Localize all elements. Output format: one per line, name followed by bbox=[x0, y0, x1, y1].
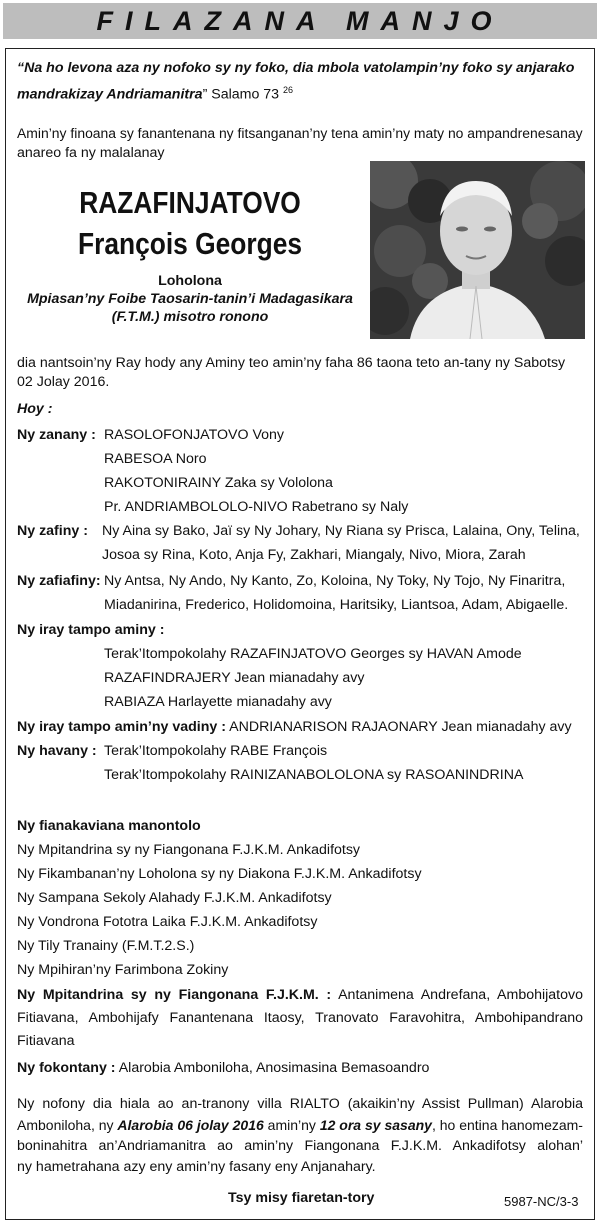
deceased-portrait-photo bbox=[370, 161, 585, 339]
iray-tampo-item: RABIAZA Harlayette mianadahy avy bbox=[104, 694, 332, 710]
iray-tampo-item: Terak’Itompokolahy RAZAFINJATOVO Georges sy HAVAN Amode bbox=[104, 646, 522, 662]
footer-ref: 5987-NC/3-3 bbox=[504, 1194, 579, 1209]
iray-tampo-label: Ny iray tampo aminy : bbox=[17, 622, 165, 638]
hoy-label: Hoy : bbox=[17, 401, 53, 417]
zanany-item: RASOLOFONJATOVO Vony bbox=[104, 427, 285, 443]
portrait-illustration bbox=[370, 161, 585, 339]
quote-line-2: mandrakizay Andriamanitra” Salamo 73 $^{26}$ bbox=[17, 85, 294, 103]
zanany-item: Pr. ANDRIAMBOLOLO-NIVO Rabetrano sy Naly bbox=[104, 499, 409, 515]
havany-item: Terak’Itompokolahy RABE François bbox=[104, 743, 328, 759]
deceased-title: Loholona bbox=[158, 273, 222, 289]
fianakaviana-item: Ny Mpitandrina sy ny Fiangonana F.J.K.M. Ankadifotsy bbox=[17, 842, 361, 858]
header-banner bbox=[3, 3, 597, 39]
fianakaviana-item: Ny Vondrona Fototra Laika F.J.K.M. Ankadifotsy bbox=[17, 914, 318, 930]
mpitandrina-line-1: Ny Mpitandrina sy ny Fiangonana F.J.K.M. : Antanimena Andrefana, Ambohijatovo bbox=[17, 987, 584, 1003]
fianakaviana-item: Ny Mpihiran’ny Farimbona Zokiny bbox=[17, 962, 229, 978]
funeral-line-1: Ny nofony dia hiala ao an-tranony villa RIALTO (akaikin’ny Assist Pullman) Alarobia bbox=[17, 1096, 583, 1112]
zafiafiny-label: Ny zafiafiny: bbox=[17, 573, 101, 589]
death-line-1: dia nantsoin’ny Ray hody any Aminy teo amin’ny faha 86 taona teto an-tany ny Sabotsy bbox=[17, 355, 566, 371]
zafiafiny-line-1: Ny Antsa, Ny Ando, Ny Kanto, Zo, Koloina, Ny Toky, Ny Tojo, Ny Finaritra, bbox=[104, 573, 566, 589]
zafiafiny-line-2: Miadanirina, Frederico, Holidomoina, Haritsiky, Liantsoa, Adam, Abigaelle. bbox=[104, 597, 569, 613]
deceased-role-line-2: (F.T.M.) misotro ronono bbox=[111, 309, 269, 325]
mpitandrina-line-3: Fitiavana bbox=[17, 1033, 75, 1049]
funeral-line-4: ny hametrahana azy eny amin’ny fasany eny Anjanahary. bbox=[17, 1159, 376, 1175]
funeral-line-3: boninahitra an’Andriamanitra ao amin’ny Fiangonana F.J.K.M. Ankadifotsy alohan’ bbox=[17, 1138, 583, 1154]
fianakaviana-item: Ny Sampana Sekoly Alahady F.J.K.M. Ankadifotsy bbox=[17, 890, 332, 906]
deceased-given-name: François Georges bbox=[77, 226, 303, 261]
death-line-2: 02 Jolay 2016. bbox=[17, 374, 110, 390]
mpitandrina-line-2: Fitiavana, Ambohijafy Fanantenana Itaosy, Tranovato Faravohitra, Ambohipandrano bbox=[17, 1010, 583, 1026]
deceased-role-line-1: Mpiasan’ny Foibe Taosarin-tanin’i Madagasikara bbox=[27, 291, 353, 307]
fokontany-row: Ny fokontany : Alarobia Amboniloha, Anosimasina Bemasoandro bbox=[17, 1060, 430, 1076]
footer-note: Tsy misy fiaretan-tory bbox=[228, 1190, 375, 1206]
deceased-surname: RAZAFINJATOVO bbox=[79, 185, 301, 220]
fianakaviana-item: Ny Tily Tranainy (F.M.T.2.S.) bbox=[17, 938, 195, 954]
fianakaviana-heading: Ny fianakaviana manontolo bbox=[17, 818, 201, 834]
fianakaviana-item: Ny Fikambanan’ny Loholona sy ny Diakona F.J.K.M. Ankadifotsy bbox=[17, 866, 422, 882]
zanany-label: Ny zanany : bbox=[17, 427, 96, 443]
havany-item: Terak’Itompokolahy RAINIZANABOLOLONA sy RASOANINDRINA bbox=[104, 767, 524, 783]
zanany-item: RABESOA Noro bbox=[104, 451, 207, 467]
zanany-item: RAKOTONIRAINY Zaka sy Vololona bbox=[104, 475, 333, 491]
iray-tampo-item: RAZAFINDRAJERY Jean mianadahy avy bbox=[104, 670, 365, 686]
zafiny-line-2: Josoa sy Rina, Koto, Anja Fy, Zakhari, Miangaly, Nivo, Miora, Zarah bbox=[102, 547, 526, 563]
funeral-line-2: Amboniloha, ny Alarobia 06 jolay 2016 amin’ny 12 ora sy sasany, ho entina hanomezam- bbox=[17, 1117, 583, 1133]
havany-label: Ny havany : bbox=[17, 743, 97, 759]
intro-line-1: Amin’ny finoana sy fanantenana ny fitsanganan’ny tena amin’ny maty no ampandrenesanay bbox=[17, 126, 583, 142]
zafiny-line-1: Ny Aina sy Bako, Jaï sy Ny Johary, Ny Riana sy Prisca, Lalaina, Ony, Telina, bbox=[102, 523, 580, 539]
header-title: FILAZANA MANJO bbox=[96, 5, 504, 36]
zafiny-label: Ny zafiny : bbox=[17, 523, 88, 539]
intro-line-2: anareo fa ny malalanay bbox=[17, 145, 165, 161]
quote-line-1: “Na ho levona aza ny nofoko sy ny foko, dia mbola vatolampin’ny foko sy anjarako bbox=[17, 60, 575, 76]
iray-tampo-vadiny-row: Ny iray tampo amin’ny vadiny : ANDRIANARISON RAJAONARY Jean mianadahy avy bbox=[17, 719, 572, 735]
